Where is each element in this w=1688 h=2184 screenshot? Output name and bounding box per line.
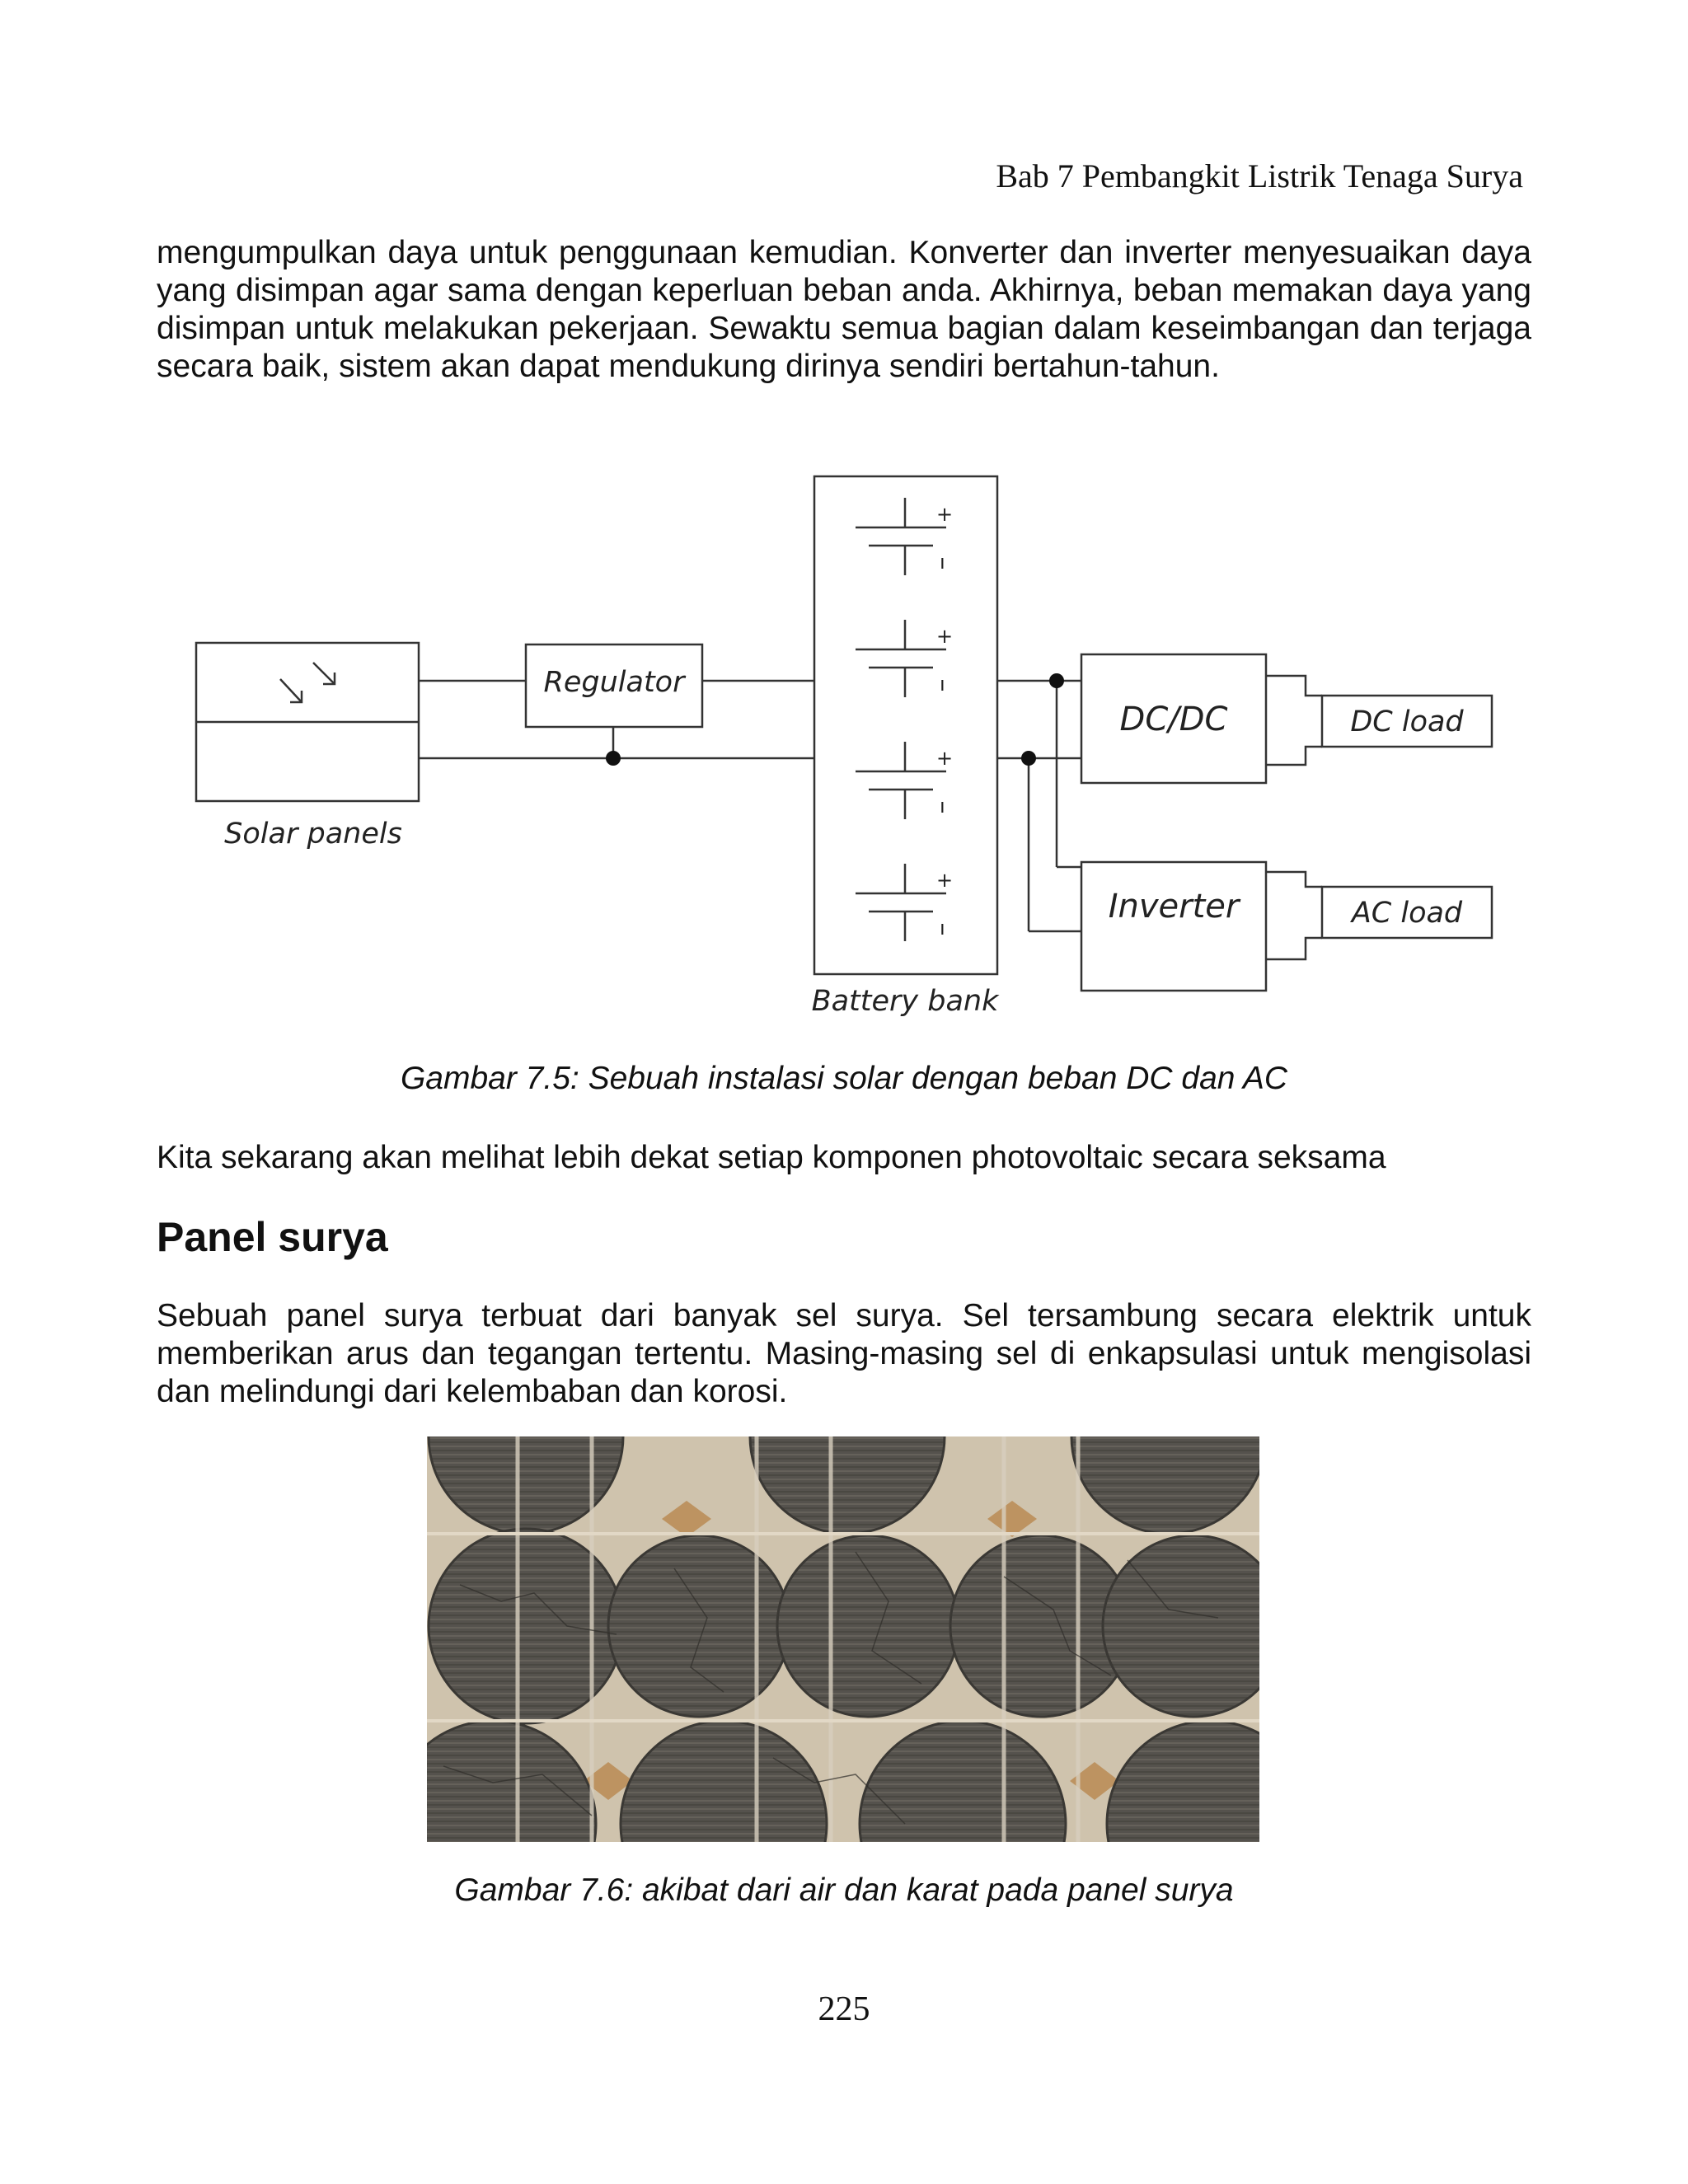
battery-minus-sign: ı <box>940 673 945 696</box>
dcdc-label: DC/DC <box>1119 701 1228 738</box>
battery-bank-label: Battery bank <box>811 985 999 1018</box>
paragraph-solar-panel: Sebuah panel surya terbuat dari banyak sel surya. Sel tersambung secara elektrik untuk memberikan arus dan tegangan tertentu. Masing-masing sel di enkapsulasi untuk mengisolasi dan melindungi dari kelembaban dan korosi. <box>157 1298 1531 1409</box>
corroded-solar-panel-photo <box>427 1436 1259 1842</box>
battery-plus-sign: + <box>936 503 954 526</box>
page-number: 225 <box>818 1990 870 2028</box>
figure-caption-7-5: Gambar 7.5: Sebuah instalasi solar dengan beban DC dan AC <box>400 1061 1288 1096</box>
battery-plus-sign: + <box>936 625 954 648</box>
battery-cell <box>856 620 946 697</box>
battery-minus-sign: ı <box>940 916 945 940</box>
inverter-box <box>1081 862 1266 991</box>
sunlight-arrows-icon <box>280 663 335 702</box>
regulator-label: Regulator <box>543 666 685 699</box>
battery-cell <box>856 864 946 941</box>
battery-cell <box>856 498 946 575</box>
battery-cell <box>856 742 946 819</box>
section-heading: Panel surya <box>157 1214 388 1260</box>
running-header: Bab 7 Pembangkit Listrik Tenaga Surya <box>996 157 1523 194</box>
paragraph-lead-in: Kita sekarang akan melihat lebih dekat setiap komponen photovoltaic secara seksama <box>157 1140 1386 1175</box>
figure-caption-7-6: Gambar 7.6: akibat dari air dan karat pada panel surya <box>454 1872 1234 1908</box>
dc-load-label: DC load <box>1350 705 1464 738</box>
battery-plus-sign: + <box>936 747 954 770</box>
solar-installation-diagram <box>0 462 1688 1022</box>
junction-dot <box>1021 751 1036 766</box>
paragraph-intro: mengumpulkan daya untuk penggunaan kemudian. Konverter dan inverter menyesuaikan daya yang disimpan agar sama dengan keperluan beban anda. Akhirnya, beban memakan daya yang disimpan untuk melakukan pekerjaan. Sewaktu semua bagian dalam keseimbangan dan terjaga secara baik, sistem akan dapat mendukung dirinya sendiri bertahun-tahun. <box>157 235 1531 384</box>
solar-panels-label: Solar panels <box>224 818 402 851</box>
battery-plus-sign: + <box>936 869 954 892</box>
battery-minus-sign: ı <box>940 794 945 818</box>
inverter-label: Inverter <box>1108 888 1240 926</box>
ac-load-label: AC load <box>1351 897 1463 930</box>
junction-dot <box>606 751 621 766</box>
junction-dot <box>1049 673 1064 688</box>
battery-minus-sign: ı <box>940 551 945 574</box>
